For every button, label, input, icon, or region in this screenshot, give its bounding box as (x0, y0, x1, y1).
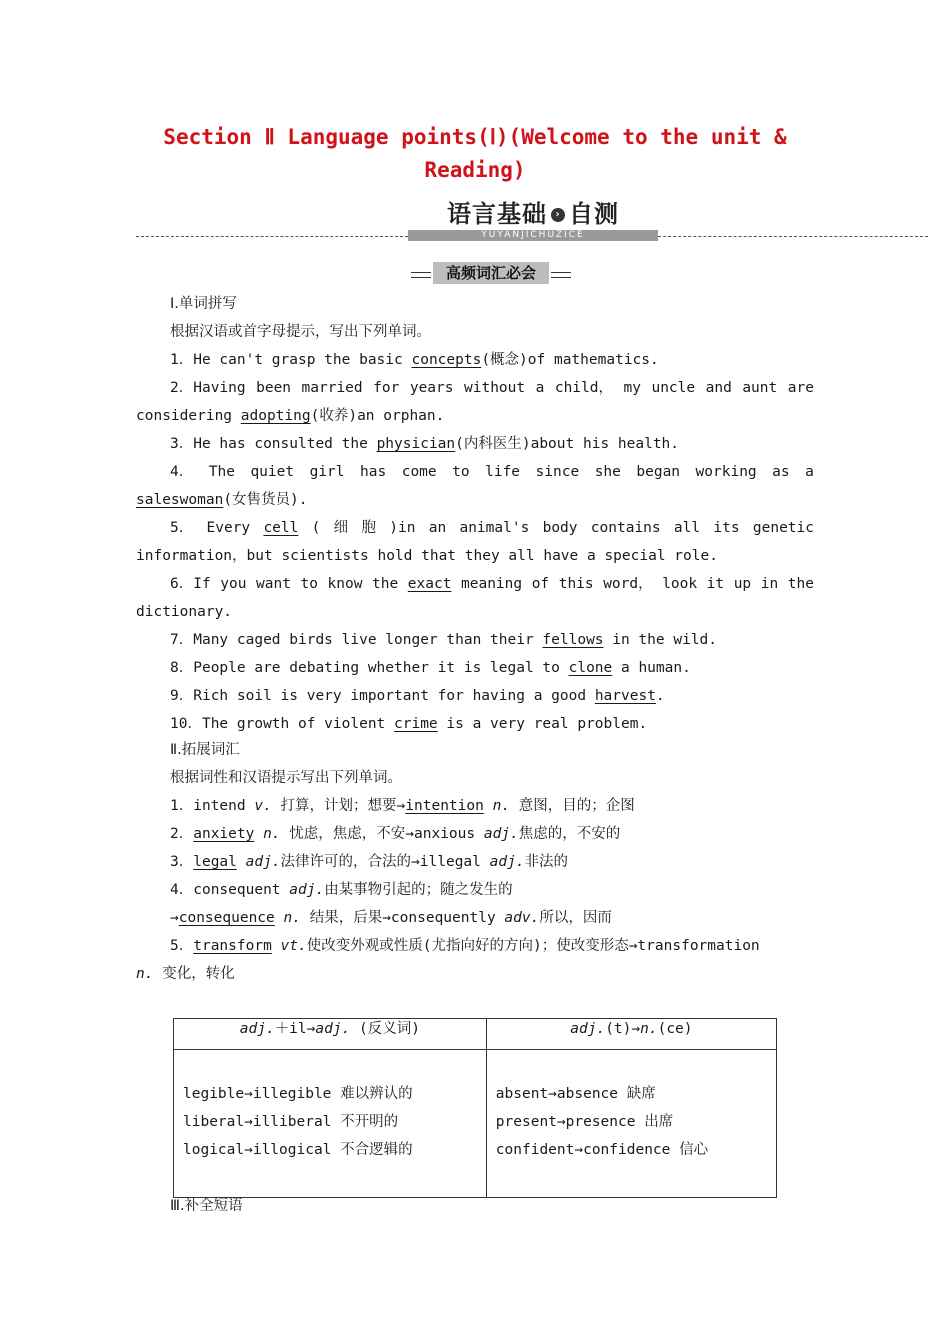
sub-banner-line-right (551, 272, 571, 278)
s2-item-1: 1．intend v. 打算，计划；想要→intention n. 意图，目的；企图 (170, 798, 635, 814)
sub-banner (411, 262, 571, 284)
section2-heading: Ⅱ.拓展词汇 (170, 742, 240, 758)
s1-item-2-row1: 2．Having been married for years without a child， my uncle and aunt are (170, 380, 814, 396)
answer: anxiety (193, 826, 255, 842)
table-cell-col1 (174, 1050, 487, 1198)
s1-item-5-row2: information，but scientists hold that they all have a special role. (136, 548, 718, 564)
answer: clone (568, 660, 613, 676)
banner-right-text: 自测 (569, 200, 619, 228)
page-title-line2: Reading) (424, 158, 526, 182)
chevron-right-icon: › (551, 208, 565, 222)
s1-item-8: 8．People are debating whether it is legal to clone a human. (170, 660, 691, 676)
answer: intention (405, 798, 484, 814)
s1-item-2-row2: considering adopting(收养)an orphan. (136, 408, 445, 424)
s1-item-7: 7．Many caged birds live longer than their fellows in the wild. (170, 632, 718, 648)
answer: saleswoman (136, 492, 224, 508)
table-row: legible→illegible 难以辨认的 (183, 1086, 413, 1102)
table-row: present→presence 出席 (495, 1114, 674, 1130)
section-banner (408, 198, 658, 244)
s2-item-4-cont: →consequence n. 结果，后果→consequently adv.所以，因而 (170, 910, 612, 926)
table-header-col1: adj.＋il→adj. (反义词) (174, 1019, 487, 1050)
s2-item-2: 2．anxiety n. 忧虑，焦虑，不安→anxious adj.焦虑的，不安的 (170, 826, 621, 842)
answer: harvest (594, 688, 656, 704)
banner-left-text: 语言基础 (447, 200, 547, 228)
s1-item-5-row1: 5． Every cell ( 细 胞 )in an animal's body contains all its genetic (170, 520, 814, 536)
table-row: absent→absence 缺席 (495, 1086, 656, 1102)
answer: legal (193, 854, 237, 870)
banner-rule-left (136, 236, 408, 237)
s1-item-4-row2: saleswoman(女售货员). (136, 492, 308, 508)
table-row: liberal→illiberal 不开明的 (183, 1114, 399, 1130)
table-row: logical→illogical 不合逻辑的 (183, 1142, 413, 1158)
s1-item-10: 10．The growth of violent crime is a very real problem. (170, 716, 648, 732)
section1-heading: Ⅰ.单词拼写 (170, 296, 237, 312)
answer: concepts (411, 352, 482, 368)
s1-item-6-row2: dictionary. (136, 604, 233, 620)
answer: physician (376, 436, 456, 452)
answer: consequence (178, 910, 275, 926)
s2-item-4: 4．consequent adj.由某事物引起的；随之发生的 (170, 882, 513, 898)
banner-pinyin: YUYANJICHUZICE (408, 230, 658, 241)
answer: crime (394, 716, 438, 732)
word-formation-table (173, 1018, 777, 1198)
s1-item-4-row1: 4． The quiet girl has come to life since she began working as a (170, 464, 814, 480)
answer: exact (407, 576, 452, 592)
answer: adopting (240, 408, 311, 424)
page-title-line1: Section Ⅱ Language points(Ⅰ)(Welcome to the unit & (163, 125, 787, 149)
banner-rule-right (658, 236, 928, 237)
s1-item-9: 9．Rich soil is very important for having a good harvest. (170, 688, 665, 704)
answer: fellows (542, 632, 604, 648)
section3-heading: Ⅲ.补全短语 (170, 1198, 243, 1214)
sub-banner-line-left (411, 272, 431, 278)
s1-item-3: 3．He has consulted the physician(内科医生)about his health. (170, 436, 680, 452)
table-row: confident→confidence 信心 (495, 1142, 709, 1158)
s2-item-3: 3．legal adj.法律许可的，合法的→illegal adj.非法的 (170, 854, 569, 870)
section1-instruction: 根据汉语或首字母提示，写出下列单词。 (170, 324, 431, 340)
table-header-col2: adj.(t)→n.(ce) (486, 1019, 776, 1050)
s1-item-6-row1: 6．If you want to know the exact meaning of this word， look it up in the (170, 576, 814, 592)
s1-item-1: 1．He can't grasp the basic concepts(概念)of mathematics. (170, 352, 659, 368)
sub-banner-text: 高频词汇必会 (433, 262, 549, 284)
s2-item-5-cont: n. 变化，转化 (136, 966, 235, 982)
answer: cell (263, 520, 299, 536)
answer: transform (193, 938, 272, 954)
s2-item-5: 5．transform vt.使改变外观或性质(尤指向好的方向)；使改变形态→transformation (170, 938, 760, 954)
section2-instruction: 根据词性和汉语提示写出下列单词。 (170, 770, 402, 786)
table-cell-col2 (486, 1050, 776, 1198)
